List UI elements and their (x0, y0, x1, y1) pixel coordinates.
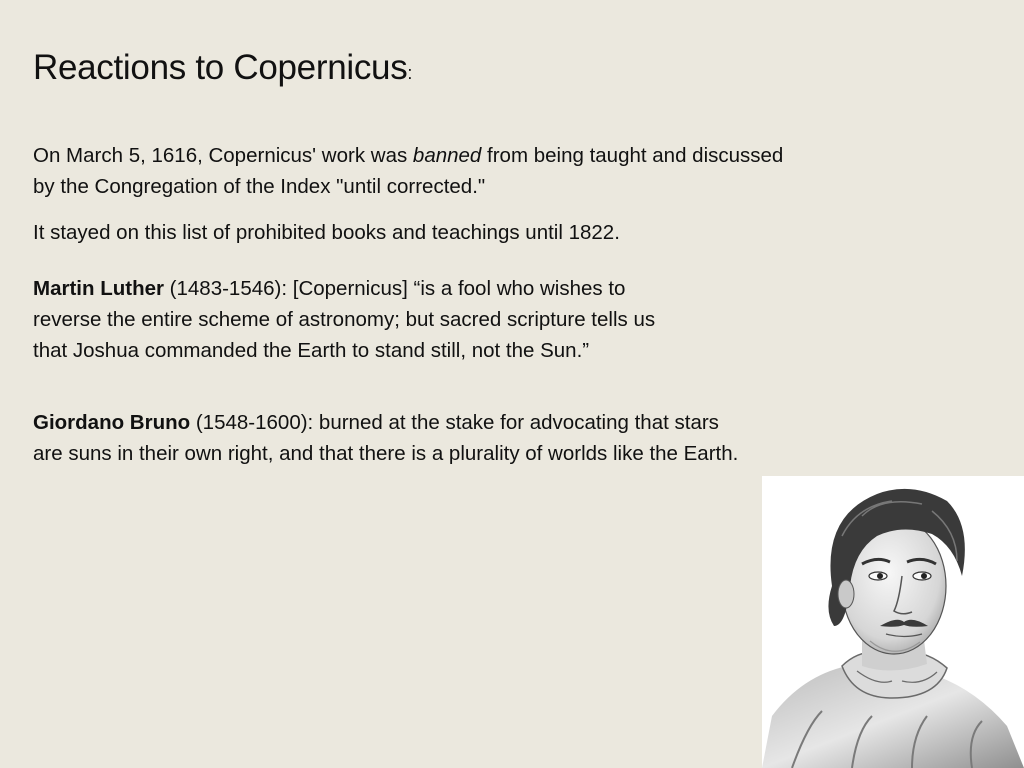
prohibited-list-text: It stayed on this list of prohibited books and teachings until 1822. (33, 221, 620, 244)
luther-name: Martin Luther (33, 277, 164, 300)
bruno-portrait-image (762, 476, 1024, 768)
bruno-line1: (1548-1600): burned at the stake for advocating that stars (190, 411, 719, 434)
bruno-name: Giordano Bruno (33, 411, 191, 434)
luther-line3: that Joshua commanded the Earth to stand still, not the Sun.” (33, 339, 590, 362)
ban-text-start: On March 5, 1616, Copernicus' work was (33, 144, 413, 167)
luther-line1: (1483-1546): [Copernicus] “is a fool who wishes to (163, 277, 626, 300)
slide-title-colon: : (407, 63, 413, 83)
portrait-engraving (762, 476, 1024, 768)
luther-line2: reverse the entire scheme of astronomy; but sacred scripture tells us (33, 308, 656, 331)
ban-emphasis: banned (412, 144, 482, 167)
bruno-line2: are suns in their own right, and that there is a plurality of worlds like the Earth. (33, 442, 739, 465)
prohibited-list-paragraph (33, 217, 620, 248)
bruno-paragraph (33, 407, 738, 469)
slide-title-text: Reactions to Copernicus (33, 48, 408, 87)
slide-title (33, 48, 412, 88)
ban-paragraph (33, 140, 783, 202)
luther-paragraph (33, 273, 655, 366)
ban-text-end: from being taught and discussed (481, 144, 784, 167)
ban-text-line2: by the Congregation of the Index "until corrected." (33, 175, 486, 198)
